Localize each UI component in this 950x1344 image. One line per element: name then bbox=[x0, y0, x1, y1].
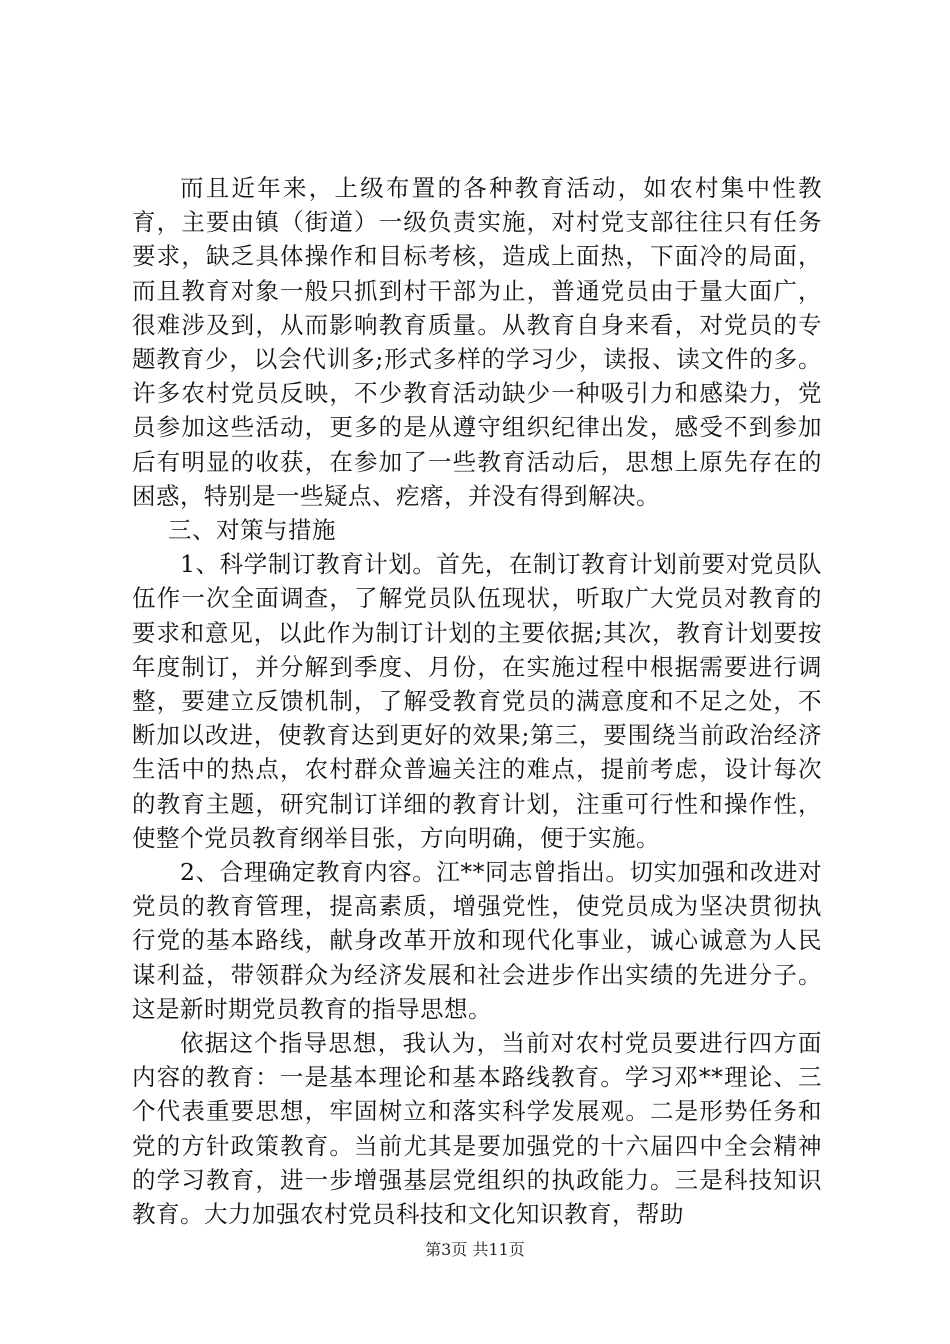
paragraph-education-content: 2、合理确定教育内容。江**同志曾指出。切实加强和改进对党员的教育管理，提高素质，增强党性，使党员成为坚决贯彻执行党的基本路线，献身改革开放和现代化事业，诚心诚意为人民谋利益，带领群众为经济发展和社会进步作出实绩的先进分子。这是新时期党员教育的指导思想。 bbox=[132, 858, 822, 1023]
document-body bbox=[132, 171, 822, 1231]
paragraph-education-problems: 而且近年来，上级布置的各种教育活动，如农村集中性教育，主要由镇（街道）一级负责实施，对村党支部往往只有任务要求，缺乏具体操作和目标考核，造成上面热，下面冷的局面，而且教育对象一般只抓到村干部为止，普通党员由于量大面广，很难涉及到，从而影响教育质量。从教育自身来看，对党员的专题教育少，以会代训多;形式多样的学习少，读报、读文件的多。许多农村党员反映，不少教育活动缺少一种吸引力和感染力，党员参加这些活动，更多的是从遵守组织纪律出发，感受不到参加后有明显的收获，在参加了一些教育活动后，思想上原先存在的困惑，特别是一些疑点、疙瘩，并没有得到解决。 bbox=[132, 174, 822, 510]
section-heading-countermeasures: 三、对策与措施 bbox=[168, 516, 336, 545]
paragraph-education-plan: 1、科学制订教育计划。首先，在制订教育计划前要对党员队伍作一次全面调查，了解党员队伍现状，听取广大党员对教育的要求和意见，以此作为制订计划的主要依据;其次，教育计划要按年度制订，并分解到季度、月份，在实施过程中根据需要进行调整，要建立反馈机制，了解受教育党员的满意度和不足之处，不断加以改进，使教育达到更好的效果;第三，要围绕当前政治经济生活中的热点，农村群众普遍关注的难点，提前考虑，设计每次的教育主题，研究制订详细的教育计划，注重可行性和操作性，使整个党员教育纲举目张，方向明确，便于实施。 bbox=[132, 550, 822, 852]
paragraph-four-aspects: 依据这个指导思想，我认为，当前对农村党员要进行四方面内容的教育：一是基本理论和基本路线教育。学习邓**理论、三个代表重要思想，牢固树立和落实科学发展观。二是形势任务和党的方针政策教育。当前尤其是要加强党的十六届四中全会精神的学习教育，进一步增强基层党组织的执政能力。三是科技知识教育。大力加强农村党员科技和文化知识教育，帮助 bbox=[132, 1029, 822, 1229]
page-footer: 第3页 共11页 bbox=[425, 1240, 525, 1259]
